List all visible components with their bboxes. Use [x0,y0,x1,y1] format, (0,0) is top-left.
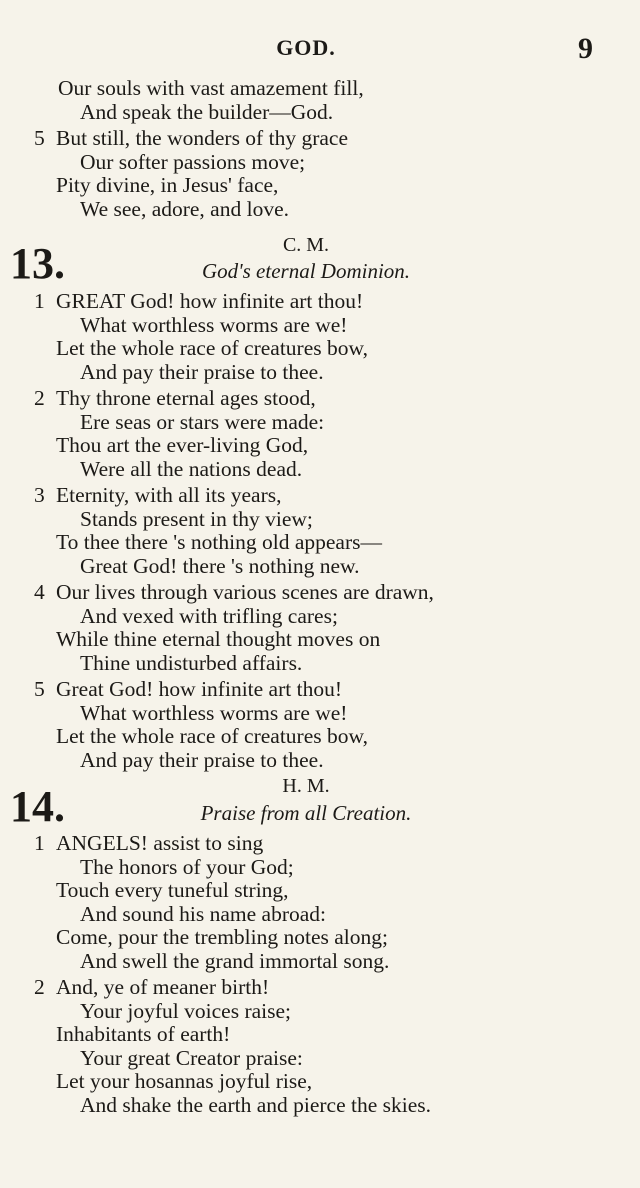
verse-line: Thou art the ever-living God, [56,433,309,457]
verse-line: Stands present in thy view; [80,506,313,531]
verse-line: And shake the earth and pierce the skies. [80,1092,432,1117]
verse-line: Ere seas or stars were made: [80,409,325,434]
verse-line: Your joyful voices raise; [80,998,292,1023]
page-number: 9 [578,32,593,65]
hymn-14-stanzas [0,832,640,1120]
carryover-stanza [0,77,640,124]
stanza-number: 1 [34,831,45,855]
verse-line: And vexed with trifling cares; [80,603,338,628]
verse-line: And pay their praise to thee. [80,747,324,772]
verse-line: The honors of your God; [80,854,294,879]
verse-line: 5 Great God! how infinite art thou! [34,677,342,701]
stanza-number: 5 [34,677,45,701]
verse-line: Inhabitants of earth! [56,1022,231,1046]
verse-line: Our souls with vast amazement fill, [58,76,364,100]
stanza-number: 2 [34,386,45,410]
stanza-number: 4 [34,580,45,604]
verse-line: Thine undisturbed affairs. [80,650,303,675]
stanza-number: 1 [34,289,45,313]
hymn-13-number: 13. [10,239,65,288]
verse-line: Our softer passions move; [80,149,306,174]
verse-line: 1 GREAT God! how infinite art thou! [34,289,364,313]
hymn-14-meter: H. M. [282,775,330,797]
hymn-13-title: God's eternal Dominion. [201,259,411,283]
verse-line: 1 ANGELS! assist to sing [34,831,264,855]
stanza [0,387,640,481]
verse-line: Your great Creator praise: [80,1045,303,1070]
stanza [0,290,640,384]
stanza [0,678,640,772]
verse-line: Touch every tuneful string, [56,878,289,902]
hymn-13-meter: C. M. [282,234,330,256]
stanza [0,581,640,675]
stanza [0,832,640,973]
verse-line: We see, adore, and love. [80,196,289,221]
hymn-14-title: Praise from all Creation. [200,801,412,825]
verse-line: And sound his name abroad: [80,901,327,926]
verse-line: Come, pour the trembling notes along; [56,925,389,949]
carryover-stanza-5 [0,127,640,221]
hymn-14-number: 14. [10,782,65,831]
verse-line: Let your hosannas joyful rise, [56,1069,313,1093]
verse-line: Let the whole race of creatures bow, [56,724,368,748]
verse-line: And speak the builder—God. [80,99,334,124]
verse-line: 5 But still, the wonders of thy grace [34,126,348,150]
verse-line: 3 Eternity, with all its years, [34,483,282,507]
stanza-number: 3 [34,483,45,507]
verse-line: What worthless worms are we! [80,700,348,725]
verse-line: Pity divine, in Jesus' face, [56,173,279,197]
stanza [0,484,640,578]
verse-line: To thee there 's nothing old appears— [56,530,382,554]
verse-line: And pay their praise to thee. [80,359,324,384]
verse-line: Great God! there 's nothing new. [80,553,360,578]
stanza [0,976,640,1117]
verse-line: And swell the grand immortal song. [80,948,390,973]
stanza-number: 5 [34,126,45,150]
stanza-number: 2 [34,975,45,999]
verse-line: 2 And, ye of meaner birth! [34,975,270,999]
verse-line: Let the whole race of creatures bow, [56,336,368,360]
page-header-title: GOD. [276,35,336,60]
hymn-13-stanzas [0,290,640,775]
verse-line: 4 Our lives through various scenes are drawn, [34,580,434,604]
verse-line: 2 Thy throne eternal ages stood, [34,386,316,410]
verse-line: Were all the nations dead. [80,456,303,481]
verse-line: While thine eternal thought moves on [56,627,381,651]
verse-line: What worthless worms are we! [80,312,348,337]
